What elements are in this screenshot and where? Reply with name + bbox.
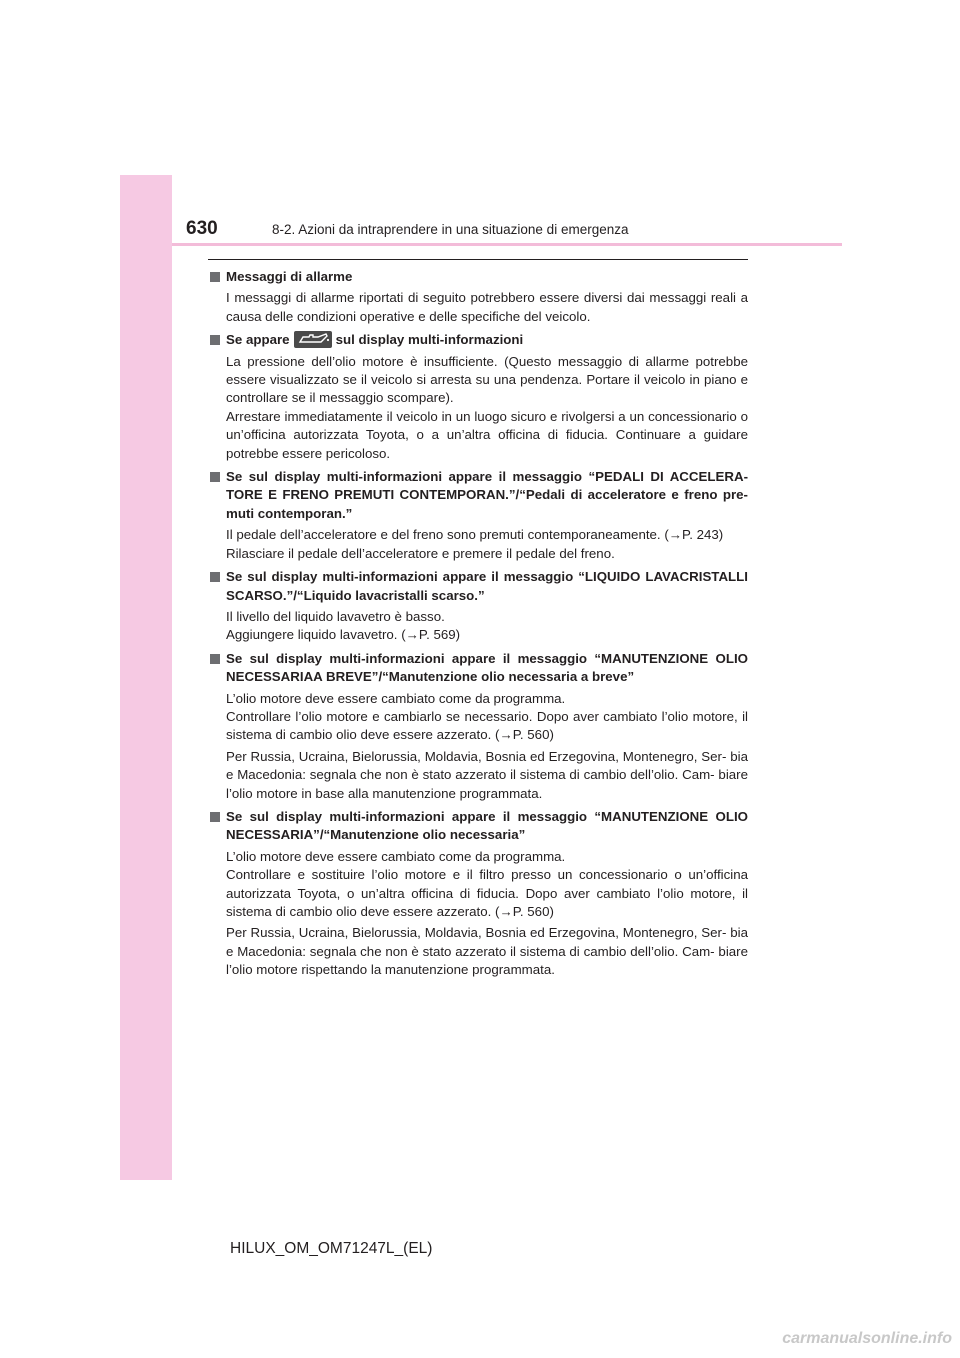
footer-code: HILUX_OM_OM71247L_(EL) xyxy=(230,1240,433,1257)
paragraph-group xyxy=(210,526,748,563)
paragraph: La pressione dell’olio motore è insufficiente. (Questo messaggio di allarme potrebbe essere visualizzato se il veicolo si arresta su una pendenza. Portare il veicolo in piano e controllare se il messaggio scompare). xyxy=(226,353,748,406)
square-bullet-icon xyxy=(210,272,220,282)
message-item xyxy=(210,268,748,326)
paragraph: Il pedale dell’acceleratore e del freno sono premuti contemporaneamente. (→P. 243) xyxy=(226,527,724,543)
paragraph-group xyxy=(210,289,748,326)
item-title xyxy=(210,650,748,687)
square-bullet-icon xyxy=(210,335,220,345)
paragraph: Aggiungere liquido lavavetro. (→P. 569) xyxy=(226,627,461,643)
message-item xyxy=(210,650,748,803)
square-bullet-icon xyxy=(210,572,220,582)
paragraph-group xyxy=(210,353,748,463)
item-title-text: Se appare xyxy=(226,332,290,348)
paragraph: L’olio motore deve essere cambiato come da programma. xyxy=(226,690,566,706)
item-title xyxy=(210,268,748,286)
item-title-text: Messaggi di allarme xyxy=(226,269,353,284)
paragraph: Rilasciare il pedale dell’acceleratore e premere il pedale del freno. xyxy=(226,545,615,561)
paragraph-group xyxy=(210,924,748,979)
header-rule xyxy=(172,243,842,246)
paragraph-group xyxy=(210,748,748,803)
section-title: 8-2. Azioni da intraprendere in una situazione di emergenza xyxy=(272,222,629,237)
paragraph: Per Russia, Ucraina, Bielorussia, Moldavia, Bosnia ed Erzegovina, Montenegro, Ser- bia e Macedonia: segnala che non è stato azzerato il sistema di cambio dell’olio. Cam- biare l’olio motore in base alla manutenzione programmata. xyxy=(226,748,748,801)
paragraph: Controllare e sostituire l’olio motore e il filtro presso un concessionario o un’officina autorizzata Toyota, o un’altra officina di fiducia. Dopo aver cambiato l’olio motore, il sistema di cambio olio deve essere azzerato. (→P. 560) xyxy=(226,867,748,919)
square-bullet-icon xyxy=(210,812,220,822)
page-number: 630 xyxy=(186,218,218,239)
paragraph: Il livello del liquido lavavetro è basso. xyxy=(226,608,445,624)
item-title-text: Se sul display multi-informazioni appare il messaggio “MANUTENZIONE OLIO NECESSARIA”/“Manutenzione olio necessaria” xyxy=(226,808,748,843)
item-title xyxy=(210,568,748,605)
item-title xyxy=(210,808,748,845)
oil-can-icon xyxy=(294,331,332,348)
message-item xyxy=(210,808,748,980)
item-title-text: sul display multi-informazioni xyxy=(335,332,524,348)
item-title-text: Se sul display multi-informazioni appare il messaggio “LIQUIDO LAVACRISTALLI SCARSO.”/“Liquido lavacristalli scarso.” xyxy=(226,569,748,603)
square-bullet-icon xyxy=(210,472,220,482)
square-bullet-icon xyxy=(210,654,220,664)
message-item xyxy=(210,331,748,463)
message-item xyxy=(210,568,748,645)
paragraph-group xyxy=(210,690,748,745)
sidebar-band xyxy=(120,175,172,1180)
paragraph: Arrestare immediatamente il veicolo in un luogo sicuro e rivolgersi a un concessionario o un’officina autorizzata Toyota, o a un’altra officina di fiducia. Continuare a guidare potrebbe essere pericoloso. xyxy=(226,408,748,461)
message-item xyxy=(210,468,748,563)
content-rule xyxy=(208,259,748,260)
paragraph: Controllare l’olio motore e cambiarlo se necessario. Dopo aver cambiato l’olio motore, il sistema di cambio olio deve essere azzerato. (→P. 560) xyxy=(226,708,748,743)
watermark-logo: carmanualsonline.info xyxy=(782,1330,952,1347)
paragraph-group xyxy=(210,848,748,922)
item-title-text: Se sul display multi-informazioni appare il messaggio “MANUTENZIONE OLIO NECESSARIAA BREVE”/“Manutenzione olio necessaria a breve” xyxy=(226,650,748,685)
paragraph-group xyxy=(210,608,748,645)
item-title xyxy=(210,468,748,523)
item-title-text: Se sul display multi-informazioni appare il messaggio “PEDALI DI ACCELERA- TORE E FRENO PREMUTI CONTEMPORAN.”/“Pedali di acceleratore e freno pre- muti contemporan.” xyxy=(226,469,748,521)
paragraph: Per Russia, Ucraina, Bielorussia, Moldavia, Bosnia ed Erzegovina, Montenegro, Ser- bia e Macedonia: segnala che non è stato azzerato il sistema di cambio dell’olio. Cam- biare l’olio motore rispettando la manutenzione programmata. xyxy=(226,925,748,978)
paragraph: I messaggi di allarme riportati di seguito potrebbero essere diversi dai messaggi reali a causa delle condizioni operative e delle specifiche del veicolo. xyxy=(226,290,748,324)
paragraph: L’olio motore deve essere cambiato come da programma. xyxy=(226,848,566,864)
item-title xyxy=(210,331,748,349)
content-body xyxy=(210,268,748,985)
